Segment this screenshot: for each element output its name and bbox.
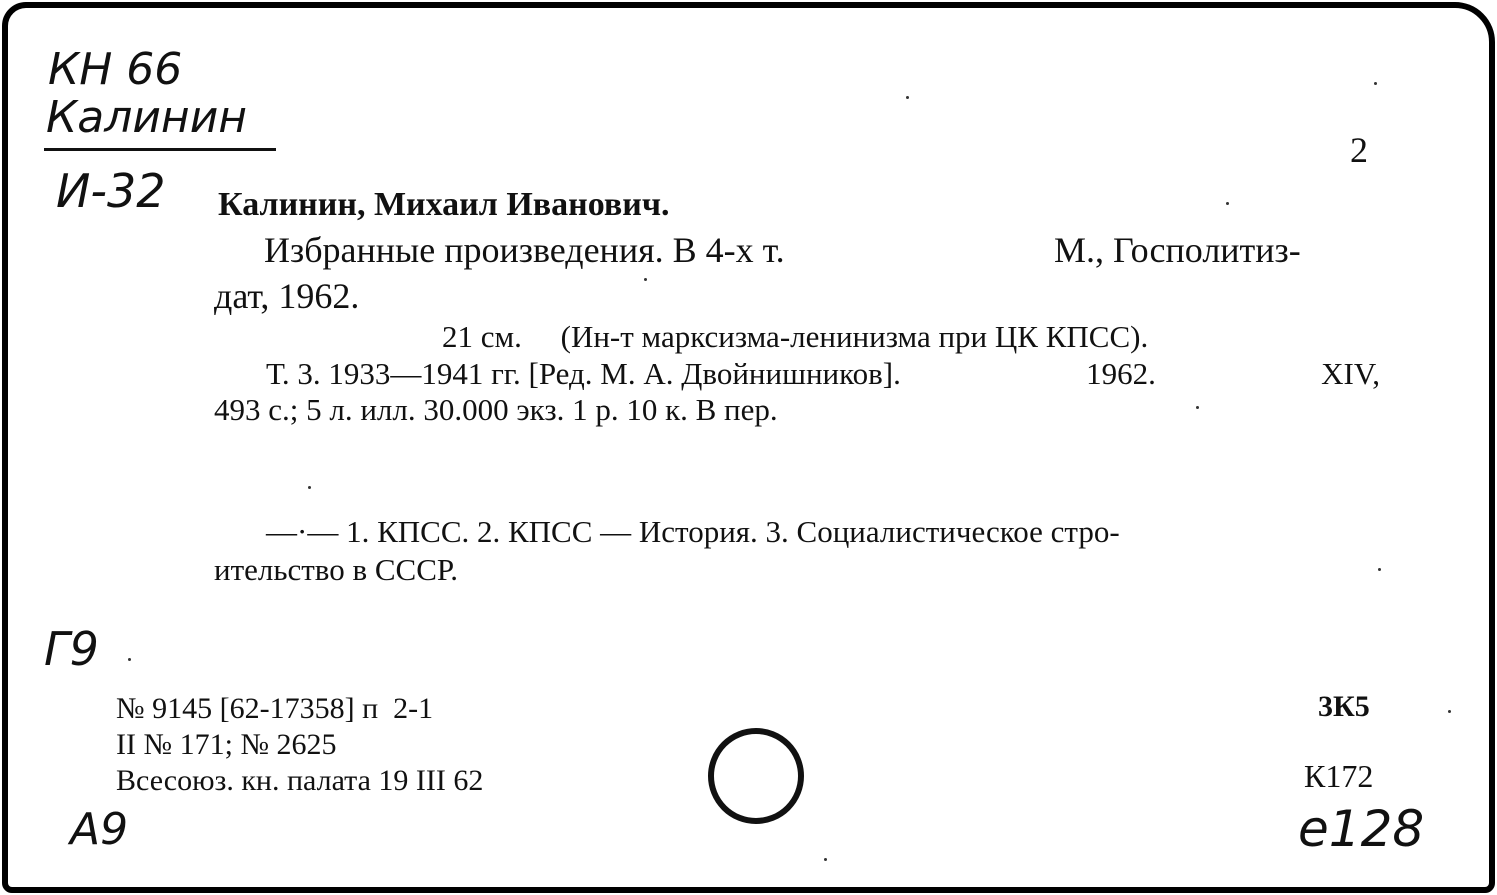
record-number: № 9145 [62-17358] п 2-1 [116,692,434,725]
catalog-card [2,2,1495,893]
classification-code: 3К5 [1318,690,1370,723]
heading-underline [44,148,276,151]
speck [308,486,311,489]
speck [906,96,909,99]
book-chamber-stamp: Всесоюз. кн. палата 19 III 62 [116,764,484,797]
entry-collation: 493 с.; 5 л. илл. 30.000 экз. 1 р. 10 к. В пер. [214,392,778,427]
speck [644,278,647,281]
volume-pages-roman: XIV, [1321,356,1380,391]
volume-number: 2 [1350,130,1368,170]
handwritten-corner-mark: Г9 [44,622,99,676]
author-code: К172 [1304,758,1374,794]
subject-headings: —·— 1. КПСС. 2. КПСС — История. 3. Социалистическое стро- [266,514,1120,549]
speck [128,658,131,661]
handwritten-bottom-right-mark: e128 [1298,800,1425,858]
volume-editor: Т. 3. 1933—1941 гг. [Ред. М. А. Двойнишников]. [266,356,901,391]
entry-size-series: 21 см. (Ин-т марксизма-ленинизма при ЦК КПСС). [442,319,1149,354]
speck [1374,82,1377,85]
handwritten-bottom-mark: А9 [70,804,129,855]
entry-publisher-continued: дат, 1962. [214,276,360,316]
entry-publisher: М., Госполитиз- [1054,230,1301,270]
speck [824,858,827,861]
speck [1378,568,1381,571]
speck [1196,406,1199,409]
binding-hole [708,728,804,824]
entry-volume-line [266,358,1380,389]
register-number: II № 171; № 2625 [116,728,337,761]
speck [1226,202,1229,205]
handwritten-heading-name: Калинин [46,92,248,143]
handwritten-shelf-mark: КН 66 [48,44,183,95]
entry-title: Избранные произведения. В 4-х т. [264,230,785,270]
speck [1448,710,1451,713]
handwritten-author-mark: И-32 [56,164,166,218]
subject-headings-continued: ительство в СССР. [214,552,459,587]
volume-year: 1962. [1086,356,1156,391]
entry-author: Калинин, Михаил Иванович. [218,186,670,223]
